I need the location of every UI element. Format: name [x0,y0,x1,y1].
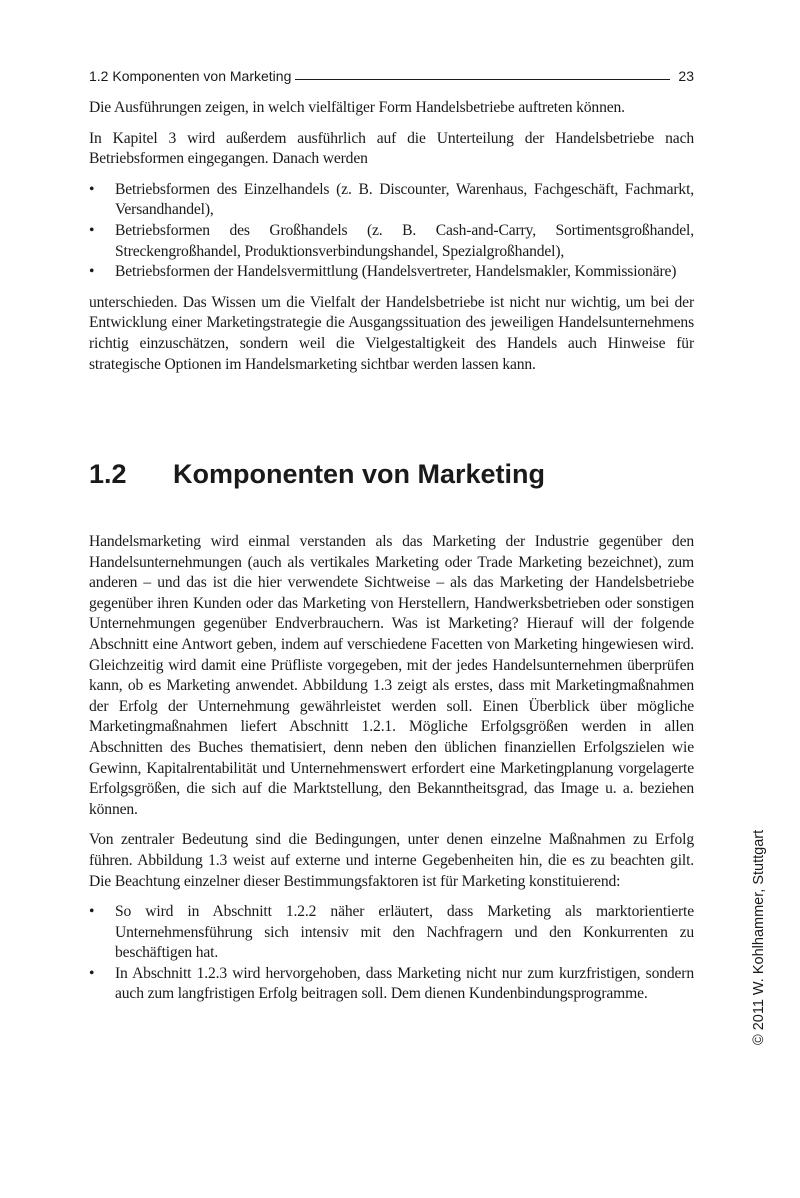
list-item: • Betriebsformen des Einzelhandels (z. B. Discounter, Warenhaus, Fachgeschäft, Fachmarkt, Versandhandel), [89,180,694,221]
section-block [89,532,694,1005]
list-item: • Betriebsformen des Großhandels (z. B. Cash-and-Carry, Sortimentsgroßhandel, Streckengroßhandel, Produktionsverbindungshandel, Spezialgroßhandel), [89,221,694,262]
list-item: • So wird in Abschnitt 1.2.2 näher erläutert, dass Marketing als marktorientierte Unternehmensführung sich intensiv mit den Nachfragern und den Konkurrenten zu beschäftigen hat. [89,902,694,964]
list-item: • Betriebsformen der Handelsvermittlung (Handelsvertreter, Handelsmakler, Kommissionäre) [89,262,694,283]
section-paragraph-1: Handelsmarketing wird einmal verstanden als das Marketing der Industrie gegenüber den Handelsunternehmungen (auch als vertikales Marketing oder Trade Marketing bezeichnet), zum anderen – und das ist die hier verwendete Sichtweise – als das Marketing der Handelsbetriebe gegenüber ihren Kunden oder das Marketing von Herstellern, Handwerksbetrieben oder sonstigen Unternehmungen gegenüber Endverbrauchern. Was ist Marketing? Hierauf will der folgende Abschnitt eine Antwort geben, indem auf verschiedene Facetten von Marketing hingewiesen wird. Gleichzeitig wird damit eine Prüfliste vorgegeben, mit der jedes Handelsunternehmen überprüfen kann, ob es Marketing anwendet. Abbildung 1.3 zeigt als erstes, dass mit Marketingmaßnahmen der Erfolg der Unternehmung gewährleistet werden soll. Einen Überblick über mögliche Marketingmaßnahmen liefert Abschnitt 1.2.1. Mögliche Erfolgsgrößen werden in allen Abschnitten des Buches thematisiert, denn neben den üblichen finanziellen Erfolgszielen wie Gewinn, Kapitalrentabilität und Unternehmenswert erfordert eine Marketingplanung vorgelagerte Erfolgsgrößen, die sich auf die Marktstellung, den Bekanntheitsgrad, das Image u. a. beziehen können. [89,533,694,818]
copyright-note: © 2011 W. Kohlhammer, Stuttgart [751,829,767,1045]
header-rule [295,79,670,80]
section-number: 1.2 [89,459,127,489]
list-item: • In Abschnitt 1.2.3 wird hervorgehoben, dass Marketing nicht nur zum kurzfristigen, sondern auch zum langfristigen Erfolg beitragen soll. Dem dienen Kundenbindungsprogramme. [89,964,694,1005]
running-header-title: 1.2 Komponenten von Marketing [89,68,292,84]
page-number: 23 [678,68,694,84]
intro-paragraph-3: unterschieden. Das Wissen um die Vielfalt der Handelsbetriebe ist nicht nur wichtig, um bei der Entwicklung einer Marketingstrategie die Ausgangssituation des jeweiligen Handelsunternehmens richtig einzuschätzen, sondern weil die Vielgestaltigkeit des Handels auch Hinweise für strategische Optionen im Handelsmarketing sichtbar werden lassen kann. [89,293,694,373]
section-heading [89,456,694,492]
section-title: Komponenten von Marketing [173,459,546,489]
section-paragraph-2: Von zentraler Bedeutung sind die Bedingungen, unter denen einzelne Maßnahmen zu Erfolg führen. Abbildung 1.3 weist auf externe und interne Gegebenheiten hin, die es zu beachten gilt. Die Beachtung einzelner dieser Bestimmungsfaktoren ist für Marketing konstituierend: [89,831,694,890]
intro-bullet-list [89,180,694,283]
intro-block [89,98,694,375]
intro-paragraph-2: In Kapitel 3 wird außerdem ausführlich auf die Unterteilung der Handelsbetriebe nach Betriebsformen eingegangen. Danach werden [89,129,694,168]
intro-paragraph-1: Die Ausführungen zeigen, in welch vielfältiger Form Handelsbetriebe auftreten können. [89,99,625,116]
section-bullet-list [89,902,694,1005]
running-header [89,62,694,84]
